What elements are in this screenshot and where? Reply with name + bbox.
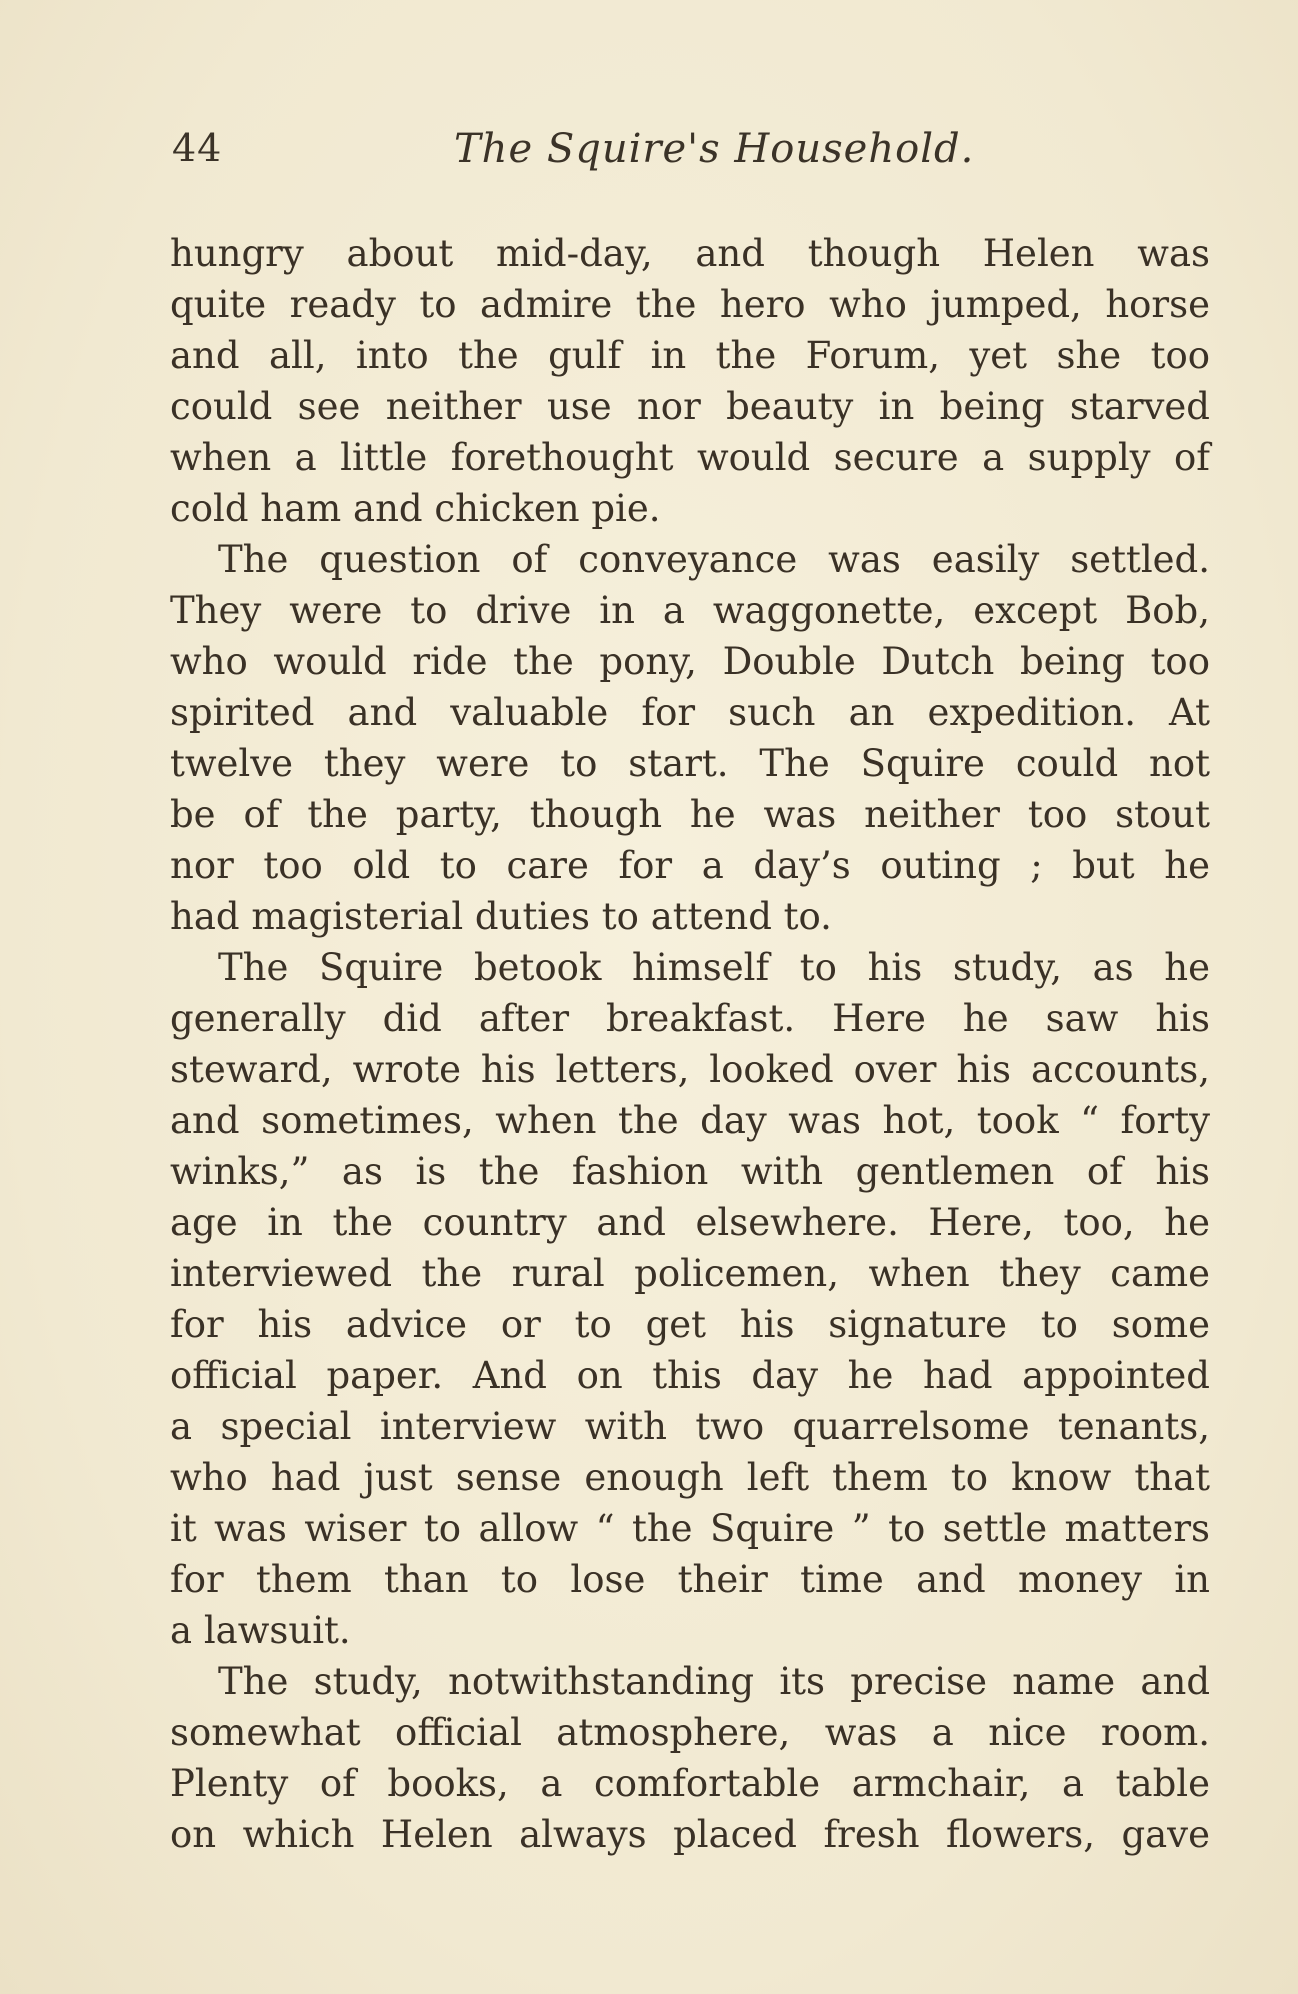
text-line: quite ready to admire the hero who jumped, horse bbox=[170, 283, 1210, 326]
text-line: for his advice or to get his signature to some bbox=[170, 1303, 1210, 1346]
page-header bbox=[172, 126, 1212, 186]
text-line: winks,” as is the fashion with gentlemen of his bbox=[170, 1150, 1210, 1193]
text-line: spirited and valuable for such an expedition. At bbox=[170, 691, 1210, 734]
text-line: and sometimes, when the day was hot, took “ forty bbox=[170, 1099, 1210, 1142]
text-line: on which Helen always placed fresh flowers, gave bbox=[170, 1813, 1210, 1856]
text-line: who had just sense enough left them to know that bbox=[170, 1456, 1210, 1499]
text-line: it was wiser to allow “ the Squire ” to settle matters bbox=[170, 1507, 1210, 1550]
text-line: who would ride the pony, Double Dutch being too bbox=[170, 640, 1210, 683]
text-line: Plenty of books, a comfortable armchair, a table bbox=[170, 1762, 1210, 1805]
text-line: somewhat official atmosphere, was a nice room. bbox=[170, 1711, 1210, 1754]
text-line: a lawsuit. bbox=[170, 1609, 351, 1652]
text-line: nor too old to care for a day’s outing ; but he bbox=[170, 844, 1210, 887]
page-number: 44 bbox=[172, 126, 223, 170]
text-line: when a little forethought would secure a supply of bbox=[170, 436, 1210, 479]
text-line: had magisterial duties to attend to. bbox=[170, 895, 832, 938]
text-line: The question of conveyance was easily settled. bbox=[218, 538, 1210, 581]
text-line: a special interview with two quarrelsome tenants, bbox=[170, 1405, 1210, 1448]
text-line: official paper. And on this day he had appointed bbox=[170, 1354, 1210, 1397]
text-line: and all, into the gulf in the Forum, yet she too bbox=[170, 334, 1210, 377]
text-line: generally did after breakfast. Here he saw his bbox=[170, 997, 1210, 1040]
running-title: The Squire's Household. bbox=[454, 126, 975, 172]
text-line: hungry about mid-day, and though Helen was bbox=[170, 232, 1210, 275]
text-line: for them than to lose their time and money in bbox=[170, 1558, 1210, 1601]
text-line: be of the party, though he was neither too stout bbox=[170, 793, 1210, 836]
text-line: interviewed the rural policemen, when they came bbox=[170, 1252, 1210, 1295]
text-line: twelve they were to start. The Squire could not bbox=[170, 742, 1210, 785]
text-line: The study, notwithstanding its precise name and bbox=[218, 1660, 1210, 1703]
body-text bbox=[170, 228, 1210, 1860]
text-line: steward, wrote his letters, looked over his accounts, bbox=[170, 1048, 1210, 1091]
text-line: could see neither use nor beauty in being starved bbox=[170, 385, 1210, 428]
text-line: The Squire betook himself to his study, as he bbox=[218, 946, 1210, 989]
text-line: cold ham and chicken pie. bbox=[170, 487, 661, 530]
text-line: They were to drive in a waggonette, except Bob, bbox=[170, 589, 1210, 632]
text-line: age in the country and elsewhere. Here, too, he bbox=[170, 1201, 1210, 1244]
